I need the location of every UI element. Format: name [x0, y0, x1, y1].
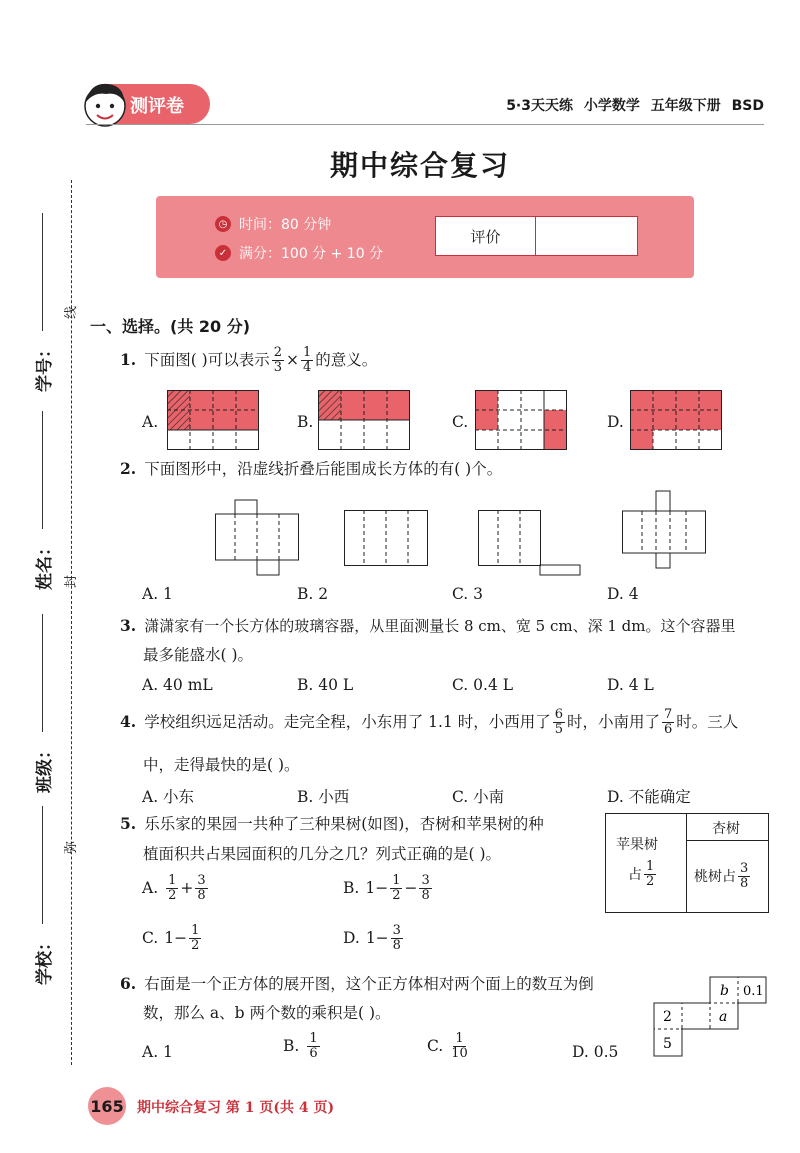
q2-net-a-figure: [215, 497, 299, 577]
question-number: 6.: [120, 974, 137, 993]
q3-option-d[interactable]: D. 4 L: [607, 676, 654, 694]
q1-option-a-figure: [167, 390, 259, 450]
q1-option-d-label[interactable]: D.: [607, 413, 624, 431]
orchard-figure: [605, 813, 769, 913]
student-id-field: 学号：: [30, 213, 55, 392]
times-sign: ×: [286, 350, 299, 369]
q2-option-c[interactable]: C. 3: [452, 585, 484, 603]
question-text: 右面是一个正方体的展开图，这个正方体相对两个面上的数互为倒: [144, 975, 594, 993]
net-2-label: 2: [663, 1009, 672, 1025]
evaluation-blank[interactable]: [536, 217, 637, 255]
q2-net-d-figure: [622, 490, 706, 570]
question-2: [120, 460, 502, 479]
question-text: 潇潇家有一个长方体的玻璃容器，从里面测量长 8 cm、宽 5 cm、深 1 dm。这个容器里: [144, 617, 736, 636]
fraction: $\frac{6}{5}$: [554, 707, 563, 737]
q3-option-a[interactable]: A. 40 mL: [142, 676, 213, 694]
question-5-line2: 植面积共占果园面积的几分之几？列式正确的是( )。: [143, 845, 502, 863]
q5-option-d[interactable]: D. 1− $\frac{3}{8}$: [343, 923, 401, 953]
section-heading: 一、选择。(共 20 分): [90, 317, 251, 336]
question-text: 学校组织远足活动。走完全程，小东用了 1.1 时，小西用了: [144, 712, 551, 731]
question-number: 2.: [120, 459, 137, 478]
net-b-label: b: [720, 983, 729, 999]
class-field: 班级：: [30, 614, 55, 793]
net-5-label: 5: [663, 1036, 672, 1052]
question-3: [120, 617, 736, 636]
q3-option-c[interactable]: C. 0.4 L: [452, 676, 514, 694]
q6-option-b[interactable]: B. $\frac{1}{6}$: [283, 1031, 318, 1061]
question-6-line2: 数，那么 a、b 两个数的乘积是( )。: [143, 1004, 391, 1022]
question-text: 下面图( )可以表示: [144, 350, 270, 369]
q6-option-c[interactable]: C. $\frac{1}{10}$: [427, 1031, 468, 1061]
question-number: 5.: [120, 814, 137, 833]
question-number: 4.: [120, 711, 137, 731]
check-icon: ✓: [215, 245, 231, 261]
cartoon-boy-icon: [82, 80, 128, 128]
school-field: 学校：: [30, 806, 55, 985]
page-number: 165: [88, 1087, 126, 1125]
question-text: 时。三人: [676, 712, 739, 731]
q6-option-d[interactable]: D. 0.5: [572, 1043, 619, 1061]
clock-icon: ◷: [215, 216, 231, 232]
header-rule: [86, 124, 764, 125]
apple-label: 苹果树: [616, 837, 658, 853]
badge-label: 测评卷: [130, 96, 184, 117]
q1-option-c-figure: [475, 390, 567, 450]
question-text: 的意义。: [315, 350, 378, 369]
question-number: 1.: [120, 349, 137, 369]
question-5: [120, 815, 544, 834]
apple-share: 占 $\frac{1}{2}$: [628, 859, 655, 889]
time-info: ◷ 时间：80 分钟: [215, 214, 331, 234]
q1-option-a-label[interactable]: A.: [142, 413, 159, 431]
fraction: $\frac{1}{4}$: [303, 345, 312, 375]
seal-mark-close: 弥: [64, 840, 80, 855]
q3-option-b[interactable]: B. 40 L: [297, 676, 354, 694]
q1-option-d-figure: [630, 390, 722, 450]
evaluation-box: [435, 216, 638, 256]
q4-option-c[interactable]: C. 小南: [452, 788, 505, 806]
page-title: 期中综合复习: [329, 149, 510, 182]
fraction: $\frac{7}{6}$: [664, 707, 673, 737]
question-text: 下面图形中，沿虚线折叠后能围成长方体的有( )个。: [144, 460, 503, 478]
q1-option-b-figure: [318, 390, 410, 450]
question-4: [120, 708, 738, 736]
seal-mark-seal: 封: [64, 574, 80, 589]
question-text: 乐乐家的果园一共种了三种果树(如图)，杏树和苹果树的种: [144, 815, 544, 833]
name-field: 姓名：: [30, 411, 55, 590]
q2-option-a[interactable]: A. 1: [142, 585, 173, 603]
q1-option-c-label[interactable]: C.: [452, 413, 469, 431]
q4-option-b[interactable]: B. 小西: [297, 788, 350, 806]
apricot-label: 杏树: [712, 821, 740, 837]
peach-share: 桃树占 $\frac{3}{8}$: [694, 861, 749, 891]
book-info: 5·3天天练 小学数学 五年级下册 BSD: [506, 98, 764, 114]
q1-option-b-label[interactable]: B.: [297, 413, 314, 431]
q5-option-a[interactable]: A. $\frac{1}{2}$ + $\frac{3}{8}$: [142, 873, 206, 903]
question-4-line2: 中，走得最快的是( )。: [143, 756, 300, 774]
q2-net-c-figure: [478, 510, 582, 576]
score-info: ✓ 满分：100 分 + 10 分: [215, 243, 383, 263]
net-0.1-label: 0.1: [743, 984, 764, 999]
evaluation-label: 评价: [436, 217, 536, 255]
q5-option-b[interactable]: B. 1− $\frac{1}{2}$ − $\frac{3}{8}$: [343, 873, 430, 903]
q5-option-c[interactable]: C. 1− $\frac{1}{2}$: [142, 923, 200, 953]
q2-option-d[interactable]: D. 4: [607, 585, 639, 603]
question-text: 时，小南用了: [566, 712, 660, 731]
q2-option-b[interactable]: B. 2: [297, 585, 329, 603]
footer-text: 期中综合复习 第 1 页(共 4 页): [137, 1100, 335, 1116]
net-a-label: a: [719, 1009, 728, 1025]
cube-net-figure: [652, 976, 770, 1058]
question-number: 3.: [120, 616, 137, 635]
seal-mark-line: 线: [64, 305, 80, 320]
q4-option-d[interactable]: D. 不能确定: [607, 788, 691, 806]
question-6: [120, 975, 594, 994]
question-3-line2: 最多能盛水( )。: [143, 646, 254, 664]
q6-option-a[interactable]: A. 1: [142, 1043, 173, 1061]
question-1: [120, 346, 377, 374]
fraction: $\frac{2}{3}$: [273, 345, 282, 375]
q2-net-b-figure: [344, 510, 428, 566]
q4-option-a[interactable]: A. 小东: [142, 788, 195, 806]
